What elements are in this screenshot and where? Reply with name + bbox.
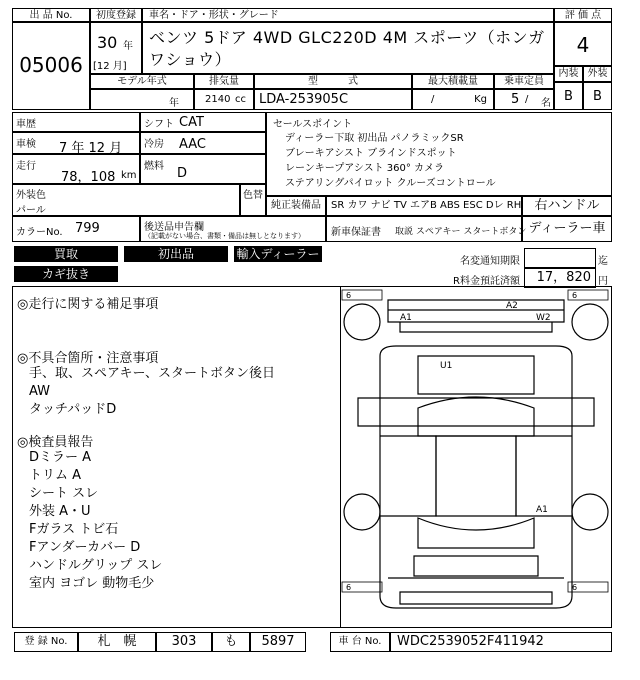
reg-label-cell	[14, 632, 78, 652]
roof-panel	[436, 436, 516, 516]
reg-year: 30	[97, 33, 118, 52]
chassis-label-cell	[330, 632, 390, 652]
max-load-cell	[412, 89, 494, 110]
exterior-grade: B	[593, 89, 602, 104]
tire-box-rear-right	[568, 582, 608, 592]
color-change-label: 色替	[243, 190, 263, 201]
deadline-label: 名変通知期限	[460, 256, 520, 267]
inspector-head: ◎検査員報告	[17, 435, 94, 450]
title-label: 車名・ドア・形状・グレード	[149, 10, 279, 21]
lot-no-label: 出 品 No.	[29, 10, 73, 21]
dealer-cell	[522, 216, 612, 242]
inspector-list	[29, 449, 162, 593]
warranty-cell	[326, 216, 527, 242]
model-label: 型 式	[308, 76, 358, 87]
displacement-label-cell	[194, 74, 254, 89]
inspector-item: Fアンダーカバー D	[29, 540, 141, 555]
recycle-label: R料金預託済額	[453, 276, 520, 287]
defects-list	[29, 365, 275, 419]
rear-window	[418, 518, 534, 548]
driving-head: ◎走行に関する補足事項	[17, 297, 159, 312]
capacity-label: 乗車定員	[504, 76, 544, 87]
svg-text:6: 6	[346, 291, 352, 300]
reg-number: 5897	[261, 634, 295, 649]
max-load-sep: /	[431, 94, 435, 105]
ac-cell	[140, 132, 266, 154]
reg-kana: も	[224, 634, 238, 649]
car-title: ベンツ 5ドア 4WD GLC220D 4M スポーツ（ホンガワショウ）	[149, 28, 545, 69]
car-title-cell	[142, 22, 554, 74]
inspector-item: ハンドルグリップ スレ	[29, 558, 163, 573]
lot-no-label-cell	[12, 8, 90, 22]
max-load-label: 最大積載量	[428, 76, 478, 87]
body-outline	[380, 346, 572, 608]
wheel-rear-right	[572, 494, 608, 530]
lot-no-cell	[12, 22, 90, 110]
reg-number-cell	[250, 632, 306, 652]
defect-item: タッチパッドD	[29, 402, 117, 417]
wheel-front-left	[344, 304, 380, 340]
mileage-label: 走行	[16, 161, 36, 172]
reg-area-cell	[78, 632, 156, 652]
mark-a2: A2	[506, 301, 518, 311]
wheel-front-right	[572, 304, 608, 340]
inspection-label: 車検	[16, 139, 36, 150]
wheel-rear-left	[344, 494, 380, 530]
tag-key: カギ抜き	[14, 266, 118, 282]
lot-no: 05006	[19, 53, 83, 77]
reg-class: 303	[171, 634, 197, 649]
front-lower-outline	[400, 322, 552, 332]
reg-year-unit: 年	[123, 41, 133, 52]
ext-color: パール	[16, 205, 46, 216]
later-note: （記載がない場合、書類・備品は無しとなります）	[144, 232, 305, 240]
recycle-value-box	[524, 268, 596, 288]
interior-grade-cell	[554, 82, 583, 110]
exterior-grade-cell	[583, 82, 612, 110]
deadline-value-box	[524, 248, 596, 268]
defect-item: AW	[29, 384, 51, 399]
reg-class-cell	[156, 632, 212, 652]
displacement-label: 排気量	[209, 76, 239, 87]
tag-first: 初出品	[124, 246, 228, 262]
interior-grade: B	[564, 89, 573, 104]
sales-point-box	[266, 112, 612, 196]
tire-box-front-left	[342, 290, 382, 300]
title-label-cell	[142, 8, 554, 22]
ac-label: 冷房	[144, 139, 164, 150]
grade: 4	[576, 33, 590, 57]
capacity-unit: 名	[541, 98, 551, 109]
color-no: 799	[75, 221, 100, 236]
shift-label: シフト	[144, 119, 174, 130]
color-change-cell	[240, 184, 266, 216]
inspection: 7 年 12 月	[59, 141, 123, 156]
max-load-label-cell	[412, 74, 494, 89]
mileage-cell	[12, 154, 140, 184]
reg-label: 登 録 No.	[24, 636, 68, 647]
grade-label: 評 価 点	[564, 10, 602, 21]
rear-bumper	[400, 592, 552, 604]
ac: AAC	[179, 137, 206, 152]
equipment-value: SR カワ ナビ TV エアB ABS ESC Dレ RH	[331, 200, 522, 211]
equipment-label-cell	[266, 196, 326, 216]
left-side-panels	[380, 436, 436, 516]
first-reg-cell	[90, 22, 142, 74]
mark-u1: U1	[440, 361, 453, 371]
fuel: D	[177, 166, 188, 181]
defects-head: ◎不具合箇所・注意事項	[17, 351, 159, 366]
sales-line: レーンキープアシスト 360° カメラ	[285, 163, 445, 174]
sales-line: ステアリングパイロット クルーズコントロール	[285, 178, 496, 189]
tag-buy: 買取	[14, 246, 118, 262]
grade-cell	[554, 22, 612, 66]
handle: 右ハンドル	[534, 198, 600, 213]
inspection-cell	[12, 132, 140, 154]
chassis-label: 車 台 No.	[338, 636, 382, 647]
model-year-cell	[90, 89, 194, 110]
equipment-value-cell	[326, 196, 522, 216]
model: LDA-253905C	[259, 92, 349, 107]
model-label-cell	[254, 74, 412, 89]
exterior-label: 外装	[587, 68, 608, 79]
equipment-label: 純正装備品	[271, 200, 321, 211]
reg-area: 札 幌	[97, 634, 137, 649]
recycle-value: 17，820	[536, 270, 591, 285]
front-doors-row	[358, 398, 594, 426]
displacement-unit: cc	[235, 94, 246, 105]
history-cell	[12, 112, 140, 132]
sales-point-label: セールスポイント	[273, 119, 353, 130]
capacity: 5	[511, 92, 520, 107]
defect-item: 手、取、スペアキー、スタートボタン後日	[29, 366, 275, 381]
inspector-item: トリム A	[29, 468, 82, 483]
inspector-item: 外装 A・U	[29, 504, 91, 519]
shift-cell	[140, 112, 266, 132]
handle-cell	[522, 196, 612, 216]
mark-a1-left: A1	[400, 313, 412, 323]
svg-text:6: 6	[572, 291, 578, 300]
sales-point-lines	[285, 131, 496, 191]
windshield	[418, 397, 534, 436]
fuel-label: 燃料	[144, 161, 164, 172]
later-cell	[140, 216, 326, 242]
mark-w2: W2	[536, 313, 551, 323]
svg-text:6: 6	[572, 583, 578, 592]
capacity-sep: /	[525, 94, 529, 105]
tire-box-front-right	[568, 290, 608, 300]
interior-label-cell	[554, 66, 583, 82]
tag-import: 輸入ディーラー	[234, 246, 322, 262]
inspector-item: 室内 ヨゴレ 動物毛少	[29, 576, 155, 591]
exterior-label-cell	[583, 66, 612, 82]
interior-label: 内装	[558, 68, 579, 79]
dealer: ディーラー車	[528, 221, 606, 236]
ext-color-cell	[12, 184, 240, 216]
fuel-cell	[140, 154, 266, 184]
model-cell	[254, 89, 412, 110]
deadline-unit: 迄	[598, 256, 608, 267]
displacement-cell	[194, 89, 254, 110]
reg-kana-cell	[212, 632, 250, 652]
capacity-label-cell	[494, 74, 554, 89]
sales-line: ディーラー下取 初出品 パノラミックSR	[285, 133, 464, 144]
trunk-panel	[414, 556, 538, 576]
max-load-unit: Kg	[474, 94, 487, 105]
svg-text:6: 6	[346, 583, 352, 592]
first-reg-label: 初度登録	[96, 10, 136, 21]
notes-area	[12, 286, 340, 628]
mileage-unit: km	[121, 170, 137, 181]
tire-box-rear-left	[342, 582, 382, 592]
reg-month: [12 月]	[93, 61, 127, 72]
warranty-label: 新車保証書	[331, 227, 381, 238]
inspector-item: Fガラス トビ石	[29, 522, 119, 537]
car-damage-diagram	[340, 286, 612, 628]
ext-color-label: 外装色	[16, 190, 46, 201]
shift: CAT	[179, 115, 204, 130]
chassis-cell	[390, 632, 612, 652]
mark-a1-right: A1	[536, 505, 548, 515]
recycle-unit: 円	[598, 276, 608, 287]
hood-panel	[418, 356, 534, 394]
later-label: 後送品申告欄	[144, 222, 204, 233]
grade-label-cell	[554, 8, 612, 22]
inspector-item: Dミラー A	[29, 450, 92, 465]
chassis: WDC2539052F411942	[397, 634, 544, 649]
first-reg-label-cell	[90, 8, 142, 22]
color-no-cell	[12, 216, 140, 242]
right-side-panels	[516, 436, 572, 516]
capacity-cell	[494, 89, 554, 110]
displacement: 2140	[205, 94, 231, 105]
sales-line: ブレーキアシスト ブラインドスポット	[285, 148, 457, 159]
inspector-item: シート スレ	[29, 486, 99, 501]
history-label: 車歴	[16, 119, 36, 130]
color-no-label: カラーNo.	[16, 227, 63, 238]
model-year-label-cell	[90, 74, 194, 89]
model-year-unit: 年	[169, 98, 179, 109]
warranty-value: 取説 スペアキー スタートボタン	[395, 227, 527, 237]
mileage: 78，108	[61, 170, 116, 185]
model-year-label: モデル年式	[117, 76, 167, 87]
